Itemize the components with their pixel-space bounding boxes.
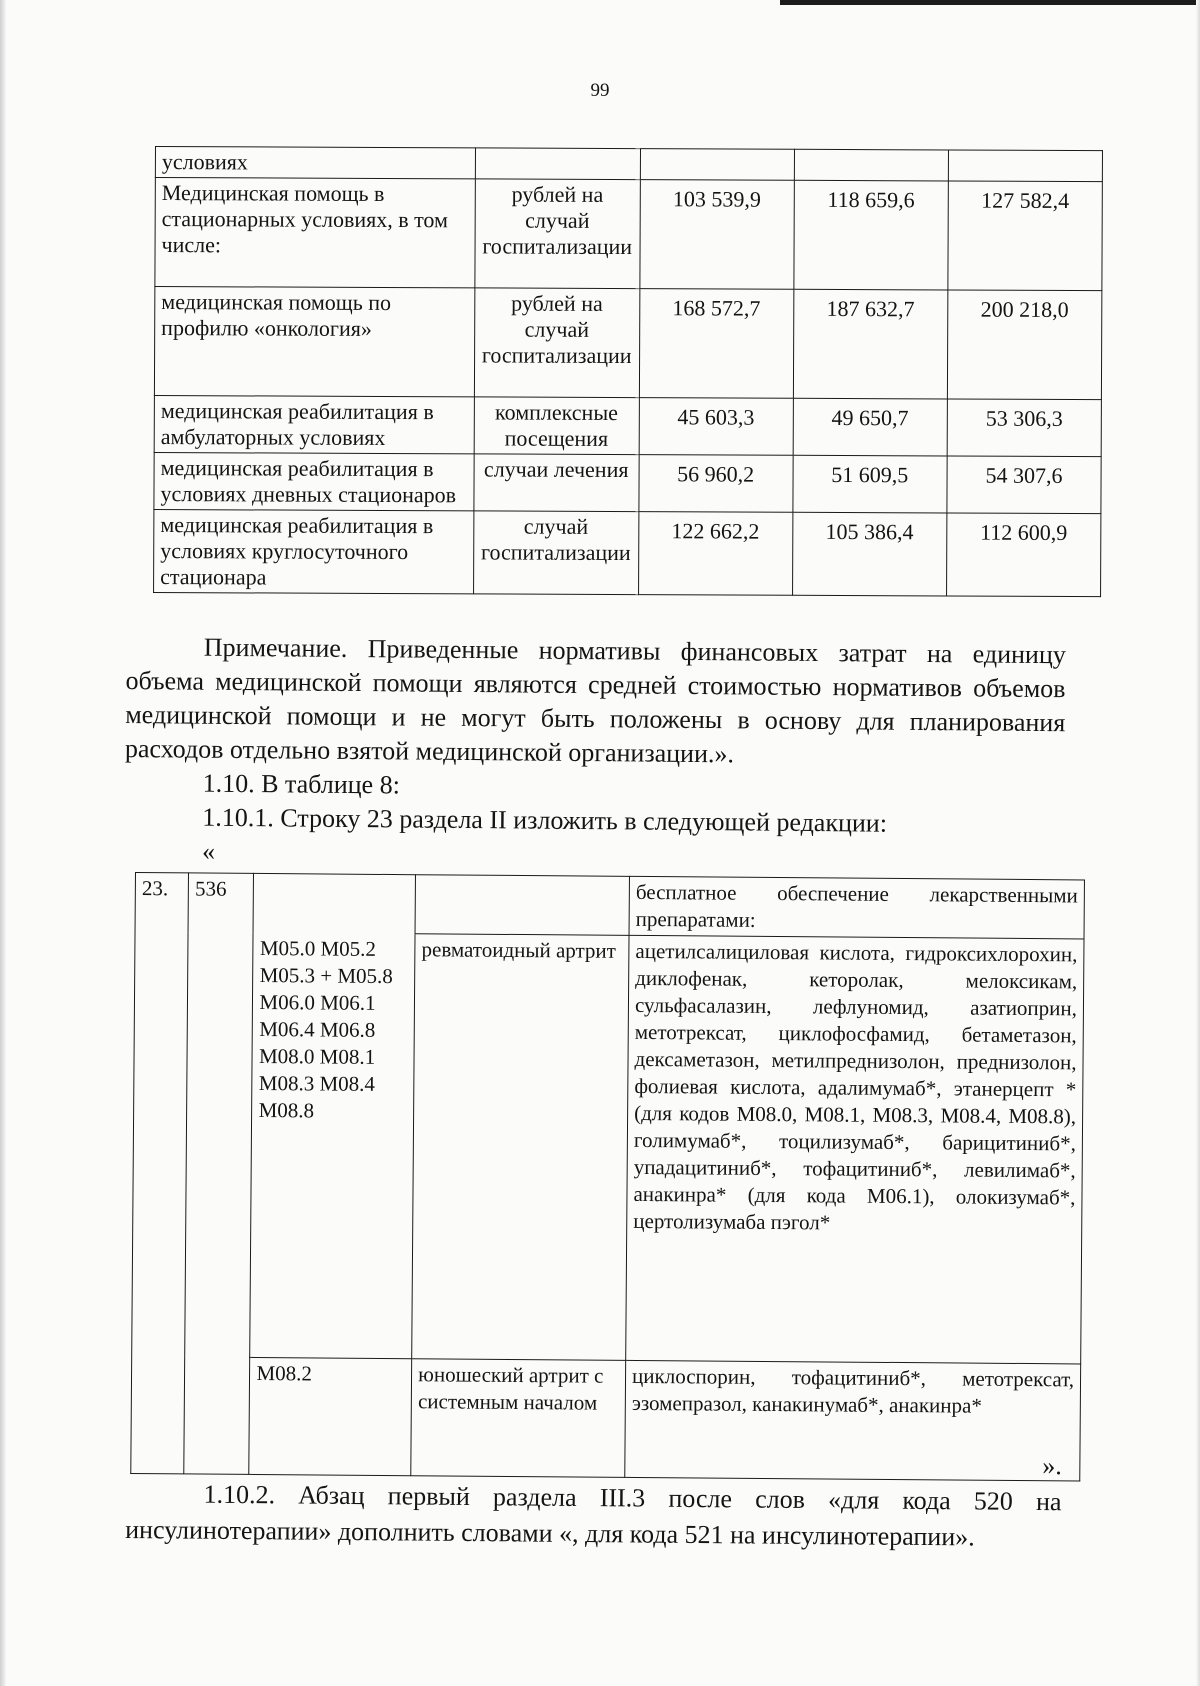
item-1-10-1: 1.10.1. Строку 23 раздела II изложить в следующей редакции: [202, 802, 888, 838]
row-label: медицинская реабилитация в условиях дневных стационаров [154, 452, 474, 510]
diagnosis-header-cell [415, 875, 629, 936]
icd-codes: M05.0 M05.2 M05.3 + M05.8 M06.0 M06.1 M06.4 M06.8 M08.0 M08.1 M08.3 M08.4 M08.8 [250, 932, 415, 1358]
table-row [132, 932, 1084, 1364]
page-number: 99 [590, 80, 610, 101]
open-quote: « [201, 836, 216, 866]
drug-list: ацетилсалициловая кислота, гидроксихлорохин, диклофенак, кеторолак, мелоксикам, сульфасалазин, лефлуномид, азатиоприн, метотрексат, циклофосфамид, бетаметазон, дексаметазон, метилпреднизолон, преднизолон, фолиевая кислота, адалимумаб*, этанерцепт * (для кодов M08.0, M08.1, M08.3, M08.4, M08.8), голимумаб*, тоцилизумаб*, барицитиниб*, упадацитиниб*, тофацитиниб*, левилимаб*, анакинра* (для кода M06.1), олокизумаб*, цертолизумаба пэгол* [626, 935, 1084, 1363]
row-value-2: 49 650,7 [793, 398, 947, 456]
financial-norms-table [153, 146, 1103, 597]
row-value-3: 53 306,3 [947, 399, 1101, 457]
row-value-1: 56 960,2 [638, 455, 792, 513]
closing-block [125, 1440, 1062, 1556]
table-row [154, 395, 1101, 456]
table-row [154, 287, 1101, 400]
icd-codes: M08.2 [249, 1357, 412, 1475]
row-label: медицинская помощь по профилю «онкология» [154, 287, 474, 397]
table-row [135, 873, 1084, 939]
scan-edge-top [780, 0, 1200, 5]
row-unit [475, 148, 640, 180]
icd-header-cell [254, 873, 416, 933]
drug-provision-table [130, 872, 1085, 1481]
diagnosis: ревматоидный артрит [412, 934, 629, 1360]
row-value-3: 200 218,0 [947, 290, 1102, 400]
note-paragraph: Примечание. Приведенные нормативы финансовых затрат на единицу объема медицинской помощи являются средней стоимостью нормативов объемов медицинской помощи и не могут быть положены в основу для планирования расходов отдельно взятой медицинской организации.». [124, 632, 1066, 769]
row-value-2: 187 632,7 [793, 289, 948, 399]
table-row [154, 509, 1101, 596]
row-label: медицинская реабилитация в условиях круглосуточного стационара [154, 509, 474, 593]
row-code: 536 [184, 873, 254, 1474]
row-value-3: 112 600,9 [946, 513, 1101, 597]
item-1-10-2: 1.10.2. Абзац первый раздела III.3 после слов «для кода 520 на инсулинотерапии» дополнить словами «, для кода 521 на инсулинотерапии». [125, 1479, 1062, 1552]
row-value-3 [948, 150, 1102, 182]
row-label: условиях [155, 147, 475, 179]
row-value-1: 122 662,2 [638, 512, 792, 596]
row-unit: рублей на случай госпитализации [474, 288, 639, 398]
table-row [155, 147, 1102, 182]
row-value-2 [794, 149, 948, 181]
row-value-1: 103 539,9 [639, 180, 794, 290]
row-label: медицинская реабилитация в амбулаторных условиях [154, 395, 474, 453]
drug-header: бесплатное обеспечение лекарственными препаратами: [629, 876, 1084, 939]
table-row [155, 178, 1102, 291]
row-number: 23. [131, 873, 189, 1474]
row-unit: случаи лечения [474, 454, 639, 512]
row-value-2: 51 609,5 [793, 455, 947, 513]
table-row [154, 452, 1101, 513]
diagnosis: юношеский артрит с системным началом [411, 1358, 626, 1477]
scan-edge-right [1196, 0, 1200, 1686]
drug-list: циклоспорин, тофацитиниб*, метотрексат, эзомепразол, канакинумаб*, анакинра* [625, 1360, 1081, 1481]
row-value-1: 168 572,7 [639, 289, 794, 399]
scan-edge-left [0, 0, 6, 1686]
item-1-10: 1.10. В таблице 8: [202, 768, 401, 800]
row-value-2: 105 386,4 [792, 512, 946, 596]
row-value-1: 45 603,3 [639, 398, 793, 456]
close-quote: ». [1042, 1450, 1062, 1481]
row-unit: рублей на случай госпитализации [475, 179, 640, 289]
row-value-3: 127 582,4 [948, 181, 1103, 291]
row-value-3: 54 307,6 [947, 456, 1101, 514]
row-unit: комплексные посещения [474, 397, 639, 455]
row-label: Медицинская помощь в стационарных условиях, в том числе: [155, 178, 475, 288]
note-block [124, 630, 1066, 876]
row-value-1 [640, 149, 794, 181]
row-unit: случай госпитализации [473, 511, 638, 595]
row-value-2: 118 659,6 [794, 180, 949, 290]
